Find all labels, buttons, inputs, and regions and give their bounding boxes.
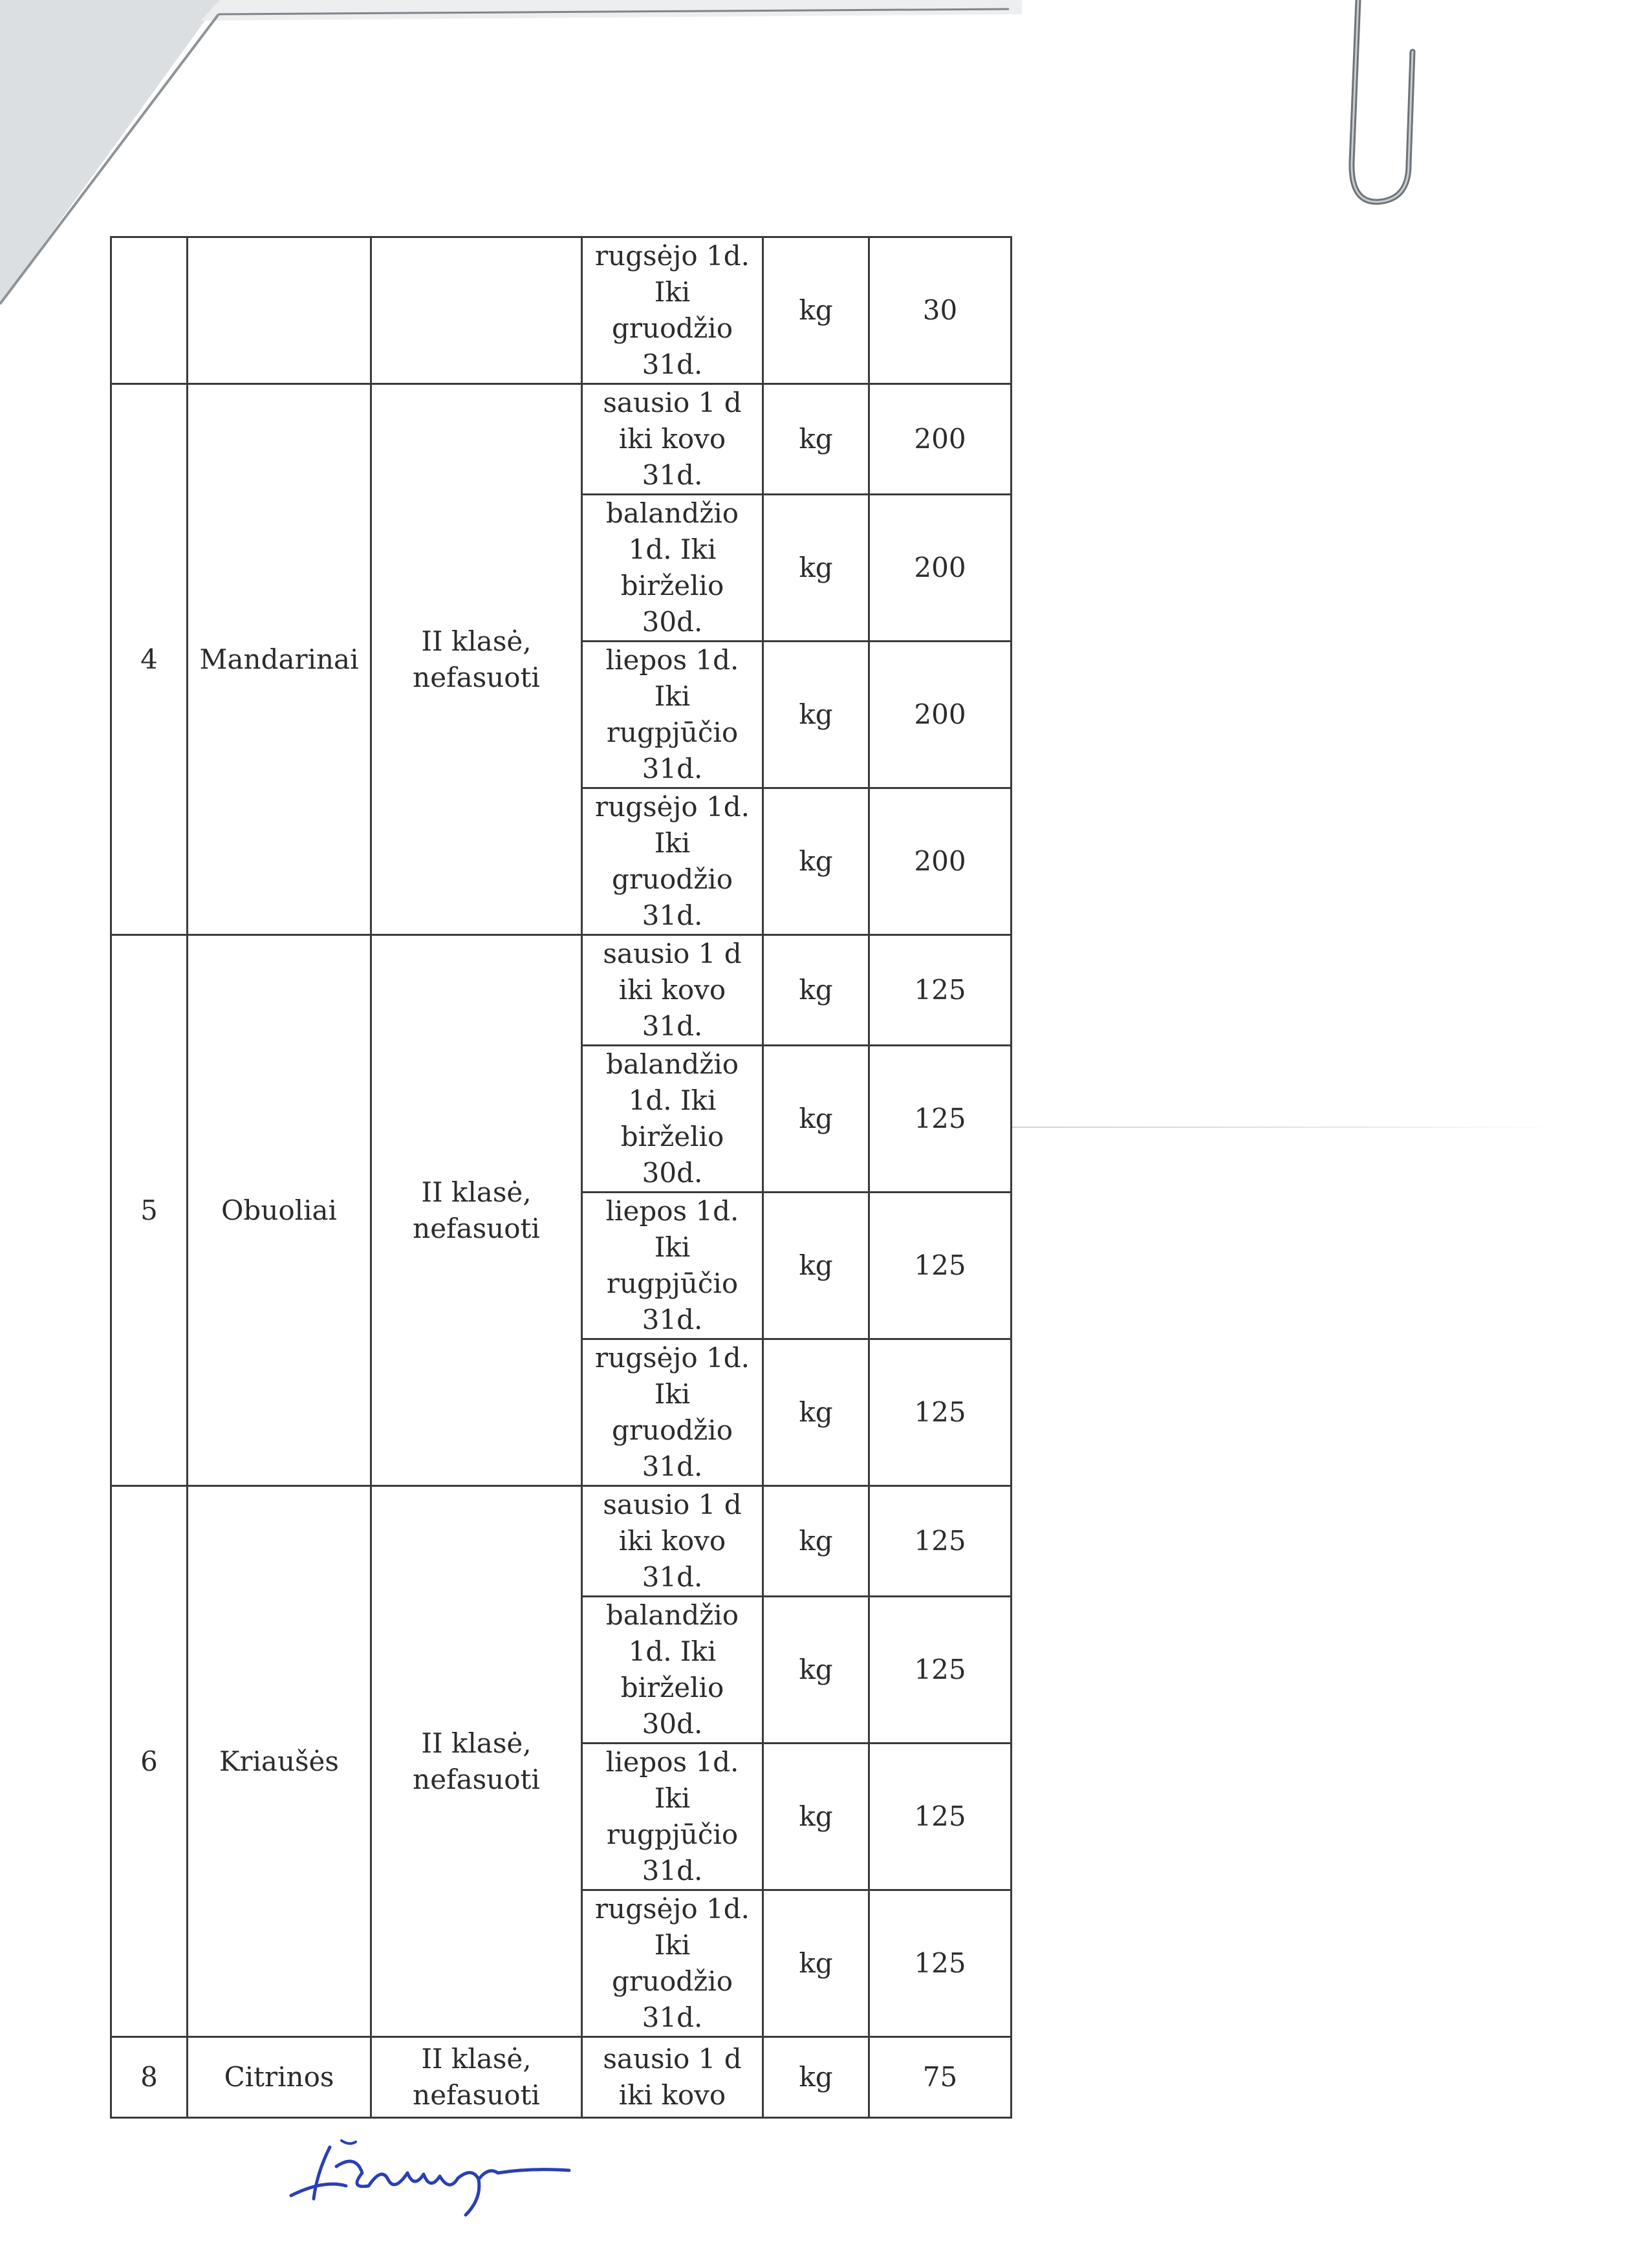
period-cell [582,642,763,788]
cell-line: 1d. Iki [628,1636,717,1667]
cell-line: liepos 1d. [605,1195,739,1227]
qty-cell: 125 [869,1339,1012,1486]
paper-fold-line [1012,1127,1562,1128]
unit-cell: kg [763,1890,869,2037]
cell-line: 30d. [642,1708,703,1740]
cell-line: rugpjūčio [606,717,739,748]
paperclip-icon [1332,0,1436,213]
unit-cell: kg [763,1486,869,1597]
cell-line: 31d. [642,1451,703,1482]
table-row [111,384,1012,495]
cell-line: II klasė, [421,1727,532,1759]
qty-cell: 75 [869,2037,1012,2118]
period-cell [582,788,763,935]
period-cell [582,1890,763,2037]
unit-cell: kg [763,237,869,384]
period-cell [582,1046,763,1193]
cell-line: balandžio [605,1599,739,1631]
unit-cell: kg [763,384,869,495]
period-cell [582,495,763,642]
no-cell: 5 [111,935,188,1486]
cell-line: Iki [654,1782,691,1814]
cell-line: liepos 1d. [605,1746,739,1778]
cell-line: sausio 1 d [603,387,742,418]
class-cell [371,1486,582,2037]
cell-line: gruodžio [611,863,733,895]
cell-line: 31d. [642,1010,703,1042]
qty-cell: 200 [869,642,1012,788]
product-cell [188,237,371,384]
cell-line: gruodžio [611,312,733,344]
qty-cell: 125 [869,1046,1012,1193]
unit-cell: kg [763,642,869,788]
qty-cell: 200 [869,384,1012,495]
cell-line: liepos 1d. [605,644,739,676]
period-cell [582,1193,763,1339]
table-row [111,237,1012,384]
cell-line: 31d. [642,459,703,491]
cell-line: iki kovo [618,1525,726,1557]
cell-line: rugsėjo 1d. [594,1893,750,1925]
cell-line: 1d. Iki [628,1085,717,1116]
period-cell [582,1339,763,1486]
unit-cell: kg [763,788,869,935]
period-cell [582,237,763,384]
table-row [111,1486,1012,1597]
product-cell: Kriaušės [188,1486,371,2037]
cell-line: Iki [654,276,691,308]
unit-cell: kg [763,935,869,1046]
cell-line: II klasė, [421,2043,532,2075]
cell-line: 1d. Iki [628,534,717,565]
class-cell [371,2037,582,2118]
cell-line: rugpjūčio [606,1819,739,1850]
cell-line: Iki [654,1378,691,1410]
qty-cell: 125 [869,1193,1012,1339]
unit-cell: kg [763,1744,869,1890]
cell-line: Iki [654,1231,691,1263]
class-cell [371,384,582,935]
cell-line: iki kovo [618,974,726,1006]
no-cell [111,237,188,384]
period-cell [582,1744,763,1890]
cell-line: 31d. [642,900,703,931]
cell-line: gruodžio [611,1414,733,1446]
qty-cell: 30 [869,237,1012,384]
period-cell [582,935,763,1046]
unit-cell: kg [763,495,869,642]
cell-line: balandžio [605,497,739,529]
qty-cell: 200 [869,495,1012,642]
period-cell [582,1597,763,1744]
cell-line: nefasuoti [413,661,540,693]
qty-cell: 125 [869,1744,1012,1890]
cell-line: iki kovo [618,2079,726,2111]
cell-line: rugsėjo 1d. [594,1342,750,1374]
cell-line: 30d. [642,1157,703,1189]
qty-cell: 125 [869,1890,1012,2037]
cell-line: nefasuoti [413,2079,540,2111]
product-table [110,236,1012,2119]
cell-line: rugsėjo 1d. [594,240,750,272]
cell-line: nefasuoti [413,1212,540,1244]
cell-line: gruodžio [611,1965,733,1997]
qty-cell: 125 [869,935,1012,1046]
cell-line: sausio 1 d [603,1489,742,1520]
cell-line: 31d. [642,1561,703,1593]
class-cell [371,237,582,384]
cell-line: 31d. [642,1855,703,1886]
cell-line: 31d. [642,753,703,784]
signature [285,2128,582,2218]
unit-cell: kg [763,1046,869,1193]
cell-line: rugsėjo 1d. [594,791,750,823]
unit-cell: kg [763,1339,869,1486]
product-cell: Obuoliai [188,935,371,1486]
product-cell: Mandarinai [188,384,371,935]
cell-line: sausio 1 d [603,938,742,969]
cell-line: iki kovo [618,423,726,455]
no-cell: 4 [111,384,188,935]
cell-line: nefasuoti [413,1763,540,1795]
cell-line: II klasė, [421,1176,532,1208]
product-cell: Citrinos [188,2037,371,2118]
unit-cell: kg [763,2037,869,2118]
qty-cell: 125 [869,1597,1012,1744]
cell-line: 31d. [642,349,703,380]
table-row [111,2037,1012,2118]
cell-line: 31d. [642,2002,703,2033]
no-cell: 6 [111,1486,188,2037]
cell-line: birželio [620,1121,724,1152]
period-cell [582,1486,763,1597]
cell-line: II klasė, [421,625,532,657]
cell-line: 31d. [642,1304,703,1335]
unit-cell: kg [763,1193,869,1339]
cell-line: rugpjūčio [606,1268,739,1299]
qty-cell: 200 [869,788,1012,935]
class-cell [371,935,582,1486]
cell-line: 30d. [642,606,703,638]
table-row [111,935,1012,1046]
cell-line: Iki [654,680,691,712]
cell-line: Iki [654,827,691,859]
period-cell [582,2037,763,2118]
period-cell [582,384,763,495]
cell-line: Iki [654,1929,691,1961]
no-cell: 8 [111,2037,188,2118]
unit-cell: kg [763,1597,869,1744]
cell-line: birželio [620,1672,724,1703]
cell-line: sausio 1 d [603,2043,742,2075]
cell-line: balandžio [605,1048,739,1080]
qty-cell: 125 [869,1486,1012,1597]
cell-line: birželio [620,570,724,601]
